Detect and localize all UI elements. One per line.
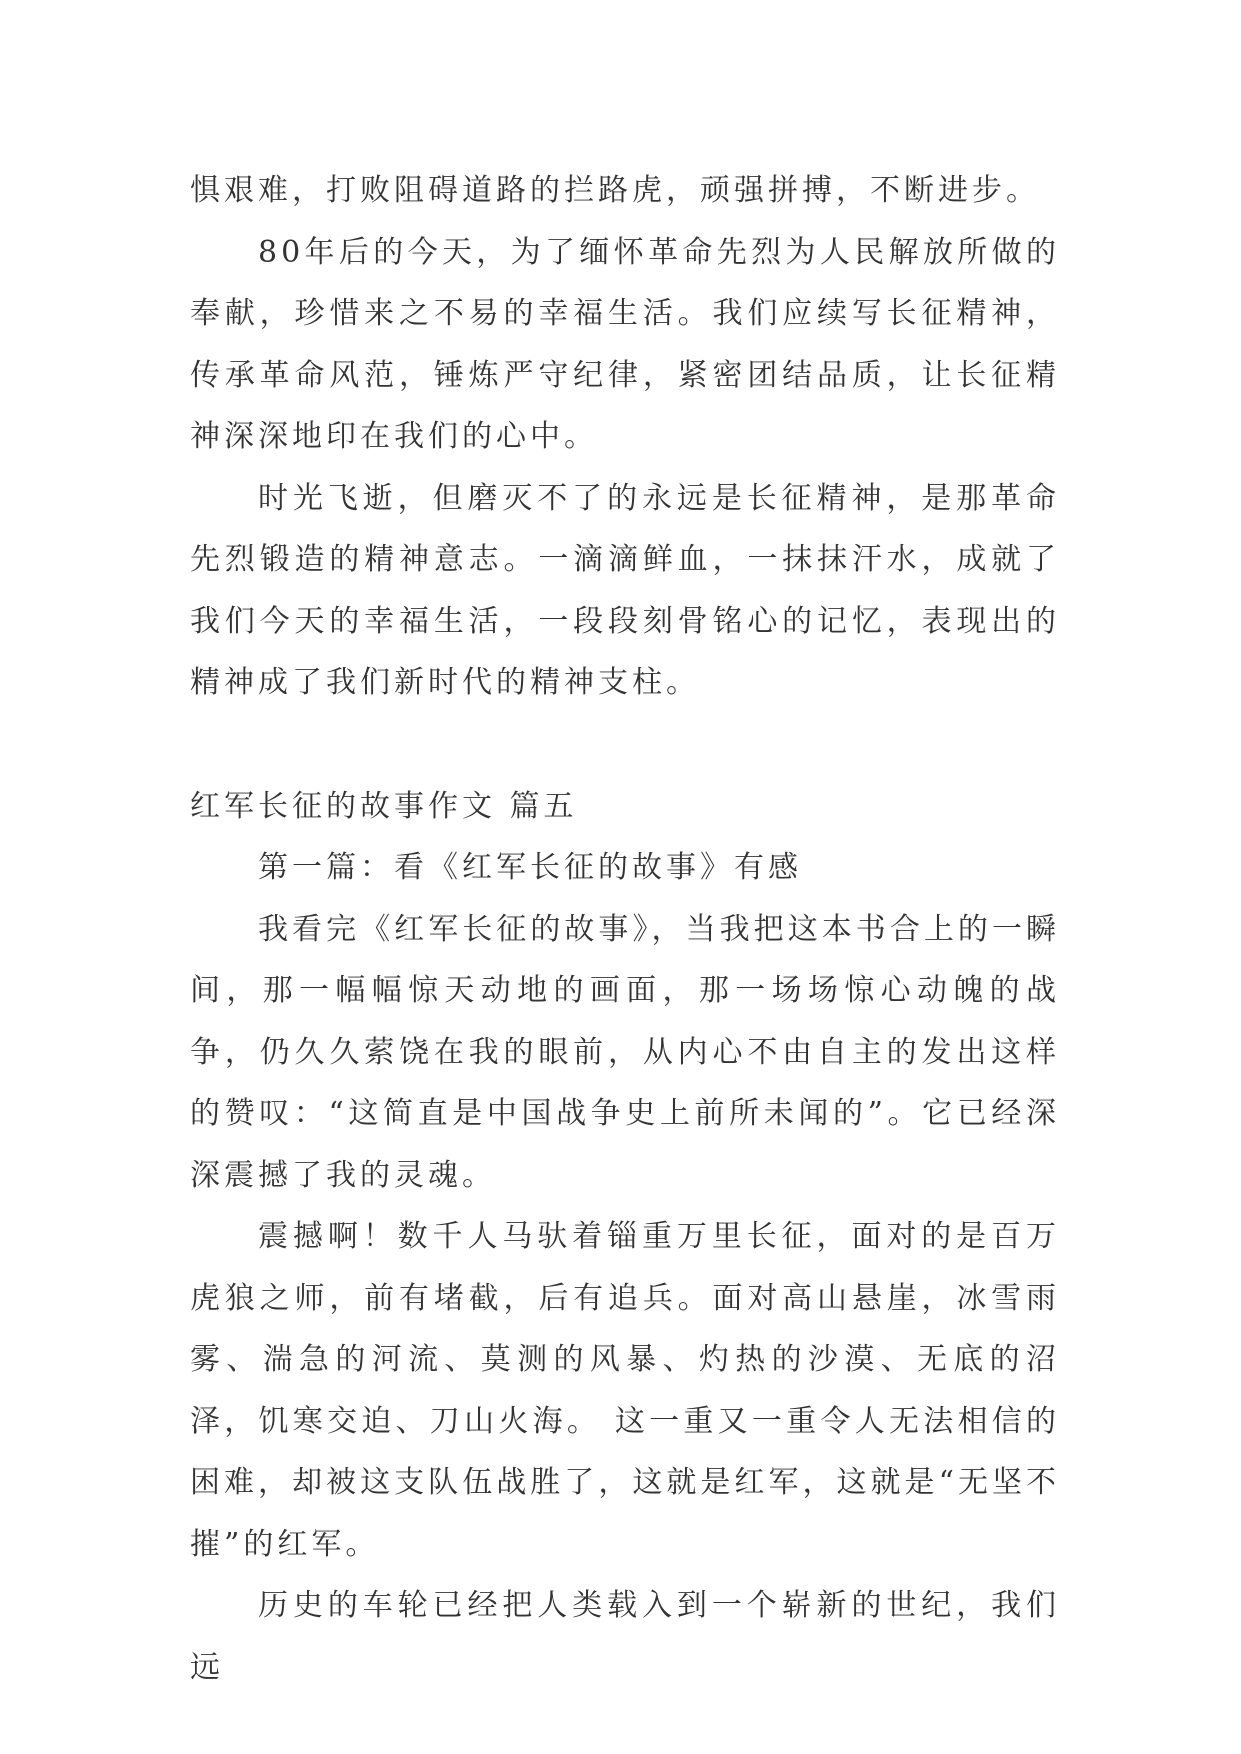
paragraph-time-flies: 时光飞逝，但磨灭不了的永远是长征精神，是那革命先烈锻造的精神意志。一滴滴鲜血，一抹抹汗水，成就了我们今天的幸福生活，一段段刻骨铭心的记忆，表现出的精神成了我们新时代的精神支柱。 (190, 480, 1060, 700)
paragraph-history: 历史的车轮已经把人类载入到一个崭新的世纪，我们远 (190, 1588, 1060, 1685)
section-heading: 红军长征的故事作文 篇五 (190, 788, 578, 824)
paragraph-reading: 我看完《红军长征的故事》，当我把这本书合上的一瞬间，那一幅幅惊天动地的画面，那一场场惊心动魄的战争，仍久久萦饶在我的眼前，从内心不由自主的发出这样的赞叹：“这简直是中国战争史上前所未闻的”。它已经深深震撼了我的灵魂。 (190, 911, 1060, 1193)
document-body (190, 160, 1060, 1698)
paragraph-continued: 惧艰难，打败阻碍道路的拦路虎，顽强拼搏，不断进步。 (190, 173, 1040, 208)
paragraph-80-years: 80年后的今天，为了缅怀革命先烈为人民解放所做的奉献，珍惜来之不易的幸福生活。我们应续写长征精神，传承革命风范，锤炼严守纪律，紧密团结品质，让长征精神深深地印在我们的心中。 (190, 234, 1060, 454)
subheading-first-essay: 第一篇：看《红军长征的故事》有感 (258, 850, 802, 885)
paragraph-shock: 震撼啊！数千人马驮着锱重万里长征，面对的是百万虎狼之师，前有堵截，后有追兵。面对高山悬崖，冰雪雨雾、湍急的河流、莫测的风暴、灼热的沙漠、无底的沼泽，饥寒交迫、刀山火海。 这一重又一重令人无法相信的困难，却被这支队伍战胜了，这就是红军，这就是“无坚不摧”的红军。 (190, 1219, 1060, 1562)
